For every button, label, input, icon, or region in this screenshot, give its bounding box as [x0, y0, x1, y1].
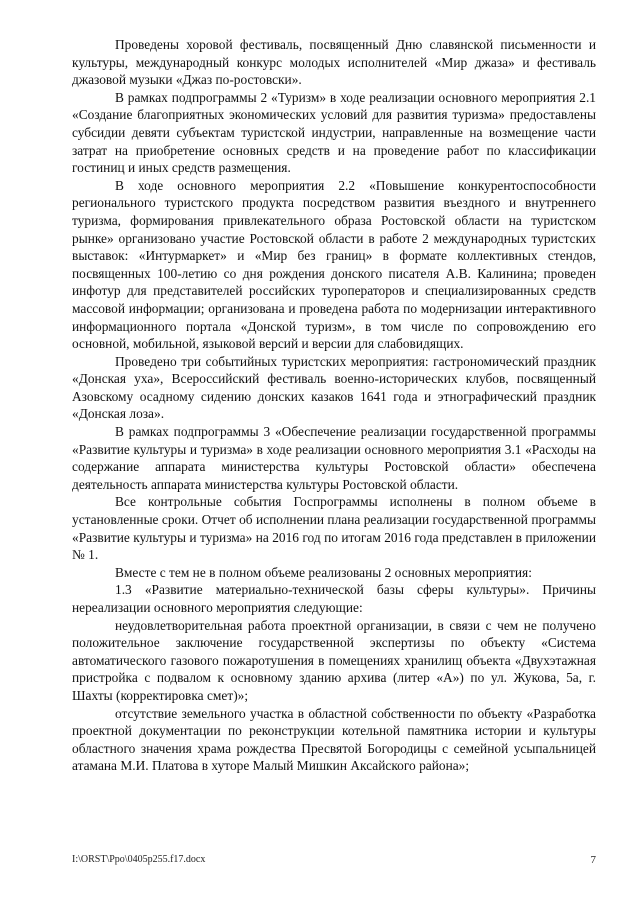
document-body: [72, 36, 596, 775]
page-number: 7: [590, 854, 596, 866]
paragraph-tourism-subprogram: В рамках подпрограммы 2 «Туризм» в ходе реализации основного мероприятия 2.1 «Создание благоприятных экономических условий для развития туризма» предоставлены субсидии девяти субъектам туристской индустрии, направленные на возмещение части затрат на приобретение основных средств и на проведение работ по классификации гостиниц и иных средств размещения.: [72, 89, 596, 176]
file-path: I:\ORST\Ppo\0405p255.f17.docx: [72, 854, 206, 865]
paragraph-measure-1-3: 1.3 «Развитие материально-технической базы сферы культуры». Причины нереализации основного мероприятия следующие:: [72, 582, 596, 615]
paragraph-choral-festival: Проведены хоровой фестиваль, посвященный Дню славянской письменности и культуры, международный конкурс молодых исполнителей «Мир джаза» и фестиваль джазовой музыки «Джаз по-ростовски».: [72, 37, 596, 88]
paragraph-not-fully-implemented: Вместе с тем не в полном объеме реализованы 2 основных мероприятия:: [115, 564, 532, 580]
paragraph-competitiveness: В ходе основного мероприятия 2.2 «Повышение конкурентоспособности регионального туристского продукта посредством развития въездного и внутреннего туризма, формирования привлекательного образа Ростовской области на туристском рынке» организовано участие Ростовской области в работе 2 международных туристских выставок: «Интурмаркет» и «Мир без границ» в формате коллективных стендов, посвященных 100-летию со дня рождения донского писателя А.В. Калинина; проведен инфотур для представителей российских туроператоров и специализированных средств массовой информации; организована и проведена работа по модернизации интерактивного информационного портала «Донской туризм», в том числе по сопровождению его основной, мобильной, языковой версий и версии для слабовидящих.: [72, 177, 596, 352]
paragraph-design-organization: неудовлетворительная работа проектной организации, в связи с чем не получено положительное заключение государственной экспертизы по объекту «Система автоматического газового пожаротушения в помещениях хранилищ объекта «Двухэтажная пристройка с подвалом к основному зданию архива (литер «А») по ул. Жукова, 5а, г. Шахты (корректировка смет)»;: [72, 617, 596, 703]
paragraph-control-events: Все контрольные события Госпрограммы исполнены в полном объеме в установленные сроки. Отчет об исполнении плана реализации государственной программы «Развитие культуры и туризма» на 2016 год по итогам 2016 года представлен в приложении № 1.: [72, 494, 596, 563]
paragraph-tourist-events: Проведено три событийных туристских мероприятия: гастрономический праздник «Донская уха», Всероссийский фестиваль военно-исторических клубов, посвященный Азовскому осадному сидению донских казаков 1641 года и этнографический праздник «Донская лоза».: [72, 353, 596, 422]
paragraph-subprogram-3: В рамках подпрограммы 3 «Обеспечение реализации государственной программы «Развитие культуры и туризма» в ходе реализации основного мероприятия 3.1 «Расходы на содержание аппарата министерства культуры Ростовской области» обеспечена деятельность аппарата министерства культуры Ростовской области.: [72, 424, 596, 492]
paragraph-land-plot: отсутствие земельного участка в областной собственности по объекту «Разработка проектной документации по реконструкции котельной памятника истории и культуры областного значения храма рождества Пресвятой Богородицы с семейной усыпальницей атамана М.И. Платова в хуторе Малый Мишкин Аксайского района»;: [72, 705, 596, 774]
